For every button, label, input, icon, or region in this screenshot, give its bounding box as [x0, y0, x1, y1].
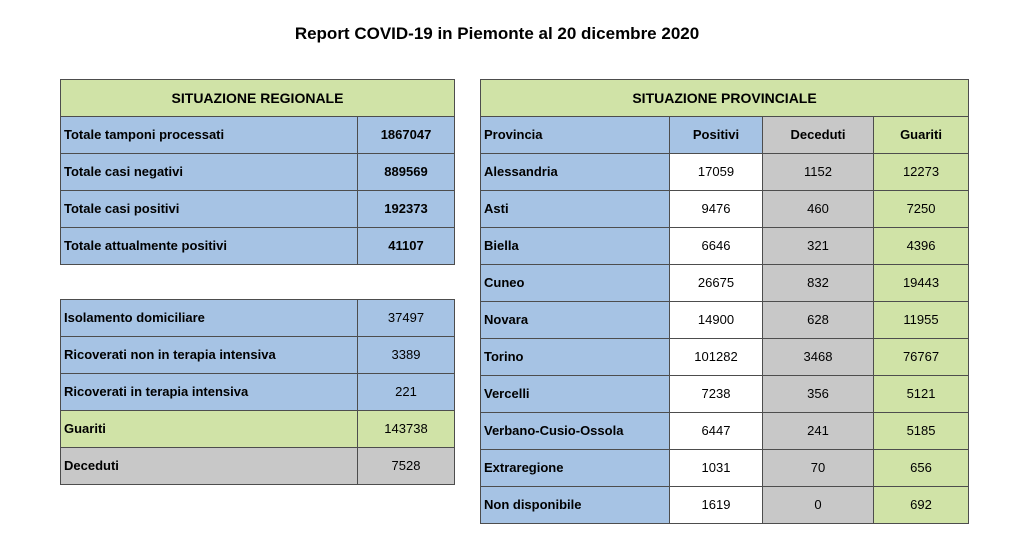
- deceduti-cell: 241: [763, 413, 874, 450]
- row-value: 143738: [358, 411, 455, 448]
- regional-summary-table: [60, 79, 455, 265]
- row-label: Totale casi positivi: [61, 191, 358, 228]
- row-label: Deceduti: [61, 448, 358, 485]
- provincia-cell: Alessandria: [481, 154, 670, 191]
- deceduti-cell: 356: [763, 376, 874, 413]
- regional-detail-table: [60, 299, 455, 485]
- column-header-deceduti: Deceduti: [763, 117, 874, 154]
- column-header-provincia: Provincia: [481, 117, 670, 154]
- guariti-cell: 4396: [874, 228, 969, 265]
- table-row: [61, 448, 455, 485]
- table-row: [61, 154, 455, 191]
- guariti-cell: 19443: [874, 265, 969, 302]
- guariti-cell: 12273: [874, 154, 969, 191]
- guariti-cell: 7250: [874, 191, 969, 228]
- deceduti-cell: 1152: [763, 154, 874, 191]
- provincia-cell: Torino: [481, 339, 670, 376]
- deceduti-cell: 321: [763, 228, 874, 265]
- row-label: Totale casi negativi: [61, 154, 358, 191]
- positivi-cell: 17059: [670, 154, 763, 191]
- table-row: [481, 265, 969, 302]
- column-header-row: [481, 117, 969, 154]
- row-value: 1867047: [358, 117, 455, 154]
- row-value: 192373: [358, 191, 455, 228]
- regional-header: SITUAZIONE REGIONALE: [61, 80, 455, 117]
- row-value: 7528: [358, 448, 455, 485]
- deceduti-cell: 70: [763, 450, 874, 487]
- positivi-cell: 14900: [670, 302, 763, 339]
- table-row: [481, 413, 969, 450]
- guariti-cell: 5121: [874, 376, 969, 413]
- provincia-cell: Extraregione: [481, 450, 670, 487]
- row-value: 3389: [358, 337, 455, 374]
- positivi-cell: 101282: [670, 339, 763, 376]
- table-row: [481, 302, 969, 339]
- row-label: Totale tamponi processati: [61, 117, 358, 154]
- row-value: 889569: [358, 154, 455, 191]
- deceduti-cell: 628: [763, 302, 874, 339]
- provincia-cell: Biella: [481, 228, 670, 265]
- row-label: Totale attualmente positivi: [61, 228, 358, 265]
- positivi-cell: 6646: [670, 228, 763, 265]
- report-title: Report COVID-19 in Piemonte al 20 dicembre 2020: [294, 24, 700, 43]
- guariti-cell: 656: [874, 450, 969, 487]
- guariti-cell: 76767: [874, 339, 969, 376]
- table-row: [481, 487, 969, 524]
- table-row: [481, 154, 969, 191]
- table-row: [61, 300, 455, 337]
- row-label: Ricoverati in terapia intensiva: [61, 374, 358, 411]
- guariti-cell: 5185: [874, 413, 969, 450]
- row-label: Isolamento domiciliare: [61, 300, 358, 337]
- row-label: Ricoverati non in terapia intensiva: [61, 337, 358, 374]
- row-value: 37497: [358, 300, 455, 337]
- column-header-guariti: Guariti: [874, 117, 969, 154]
- deceduti-cell: 832: [763, 265, 874, 302]
- positivi-cell: 9476: [670, 191, 763, 228]
- table-row: [61, 337, 455, 374]
- column-header-positivi: Positivi: [670, 117, 763, 154]
- table-row: [61, 228, 455, 265]
- provincia-cell: Asti: [481, 191, 670, 228]
- row-value: 221: [358, 374, 455, 411]
- provincia-cell: Cuneo: [481, 265, 670, 302]
- table-row: [61, 374, 455, 411]
- positivi-cell: 6447: [670, 413, 763, 450]
- provincial-table: [480, 79, 969, 524]
- deceduti-cell: 460: [763, 191, 874, 228]
- table-row: [481, 376, 969, 413]
- guariti-cell: 692: [874, 487, 969, 524]
- guariti-cell: 11955: [874, 302, 969, 339]
- table-row: [61, 117, 455, 154]
- row-label: Guariti: [61, 411, 358, 448]
- deceduti-cell: 3468: [763, 339, 874, 376]
- table-row: [61, 191, 455, 228]
- table-row: [481, 450, 969, 487]
- positivi-cell: 1619: [670, 487, 763, 524]
- provincia-cell: Non disponibile: [481, 487, 670, 524]
- table-row: [61, 411, 455, 448]
- provincia-cell: Novara: [481, 302, 670, 339]
- positivi-cell: 1031: [670, 450, 763, 487]
- provincia-cell: Verbano-Cusio-Ossola: [481, 413, 670, 450]
- table-row: [481, 228, 969, 265]
- positivi-cell: 7238: [670, 376, 763, 413]
- positivi-cell: 26675: [670, 265, 763, 302]
- provincia-cell: Vercelli: [481, 376, 670, 413]
- row-value: 41107: [358, 228, 455, 265]
- table-row: [481, 339, 969, 376]
- provincial-header: SITUAZIONE PROVINCIALE: [481, 80, 969, 117]
- deceduti-cell: 0: [763, 487, 874, 524]
- table-row: [481, 191, 969, 228]
